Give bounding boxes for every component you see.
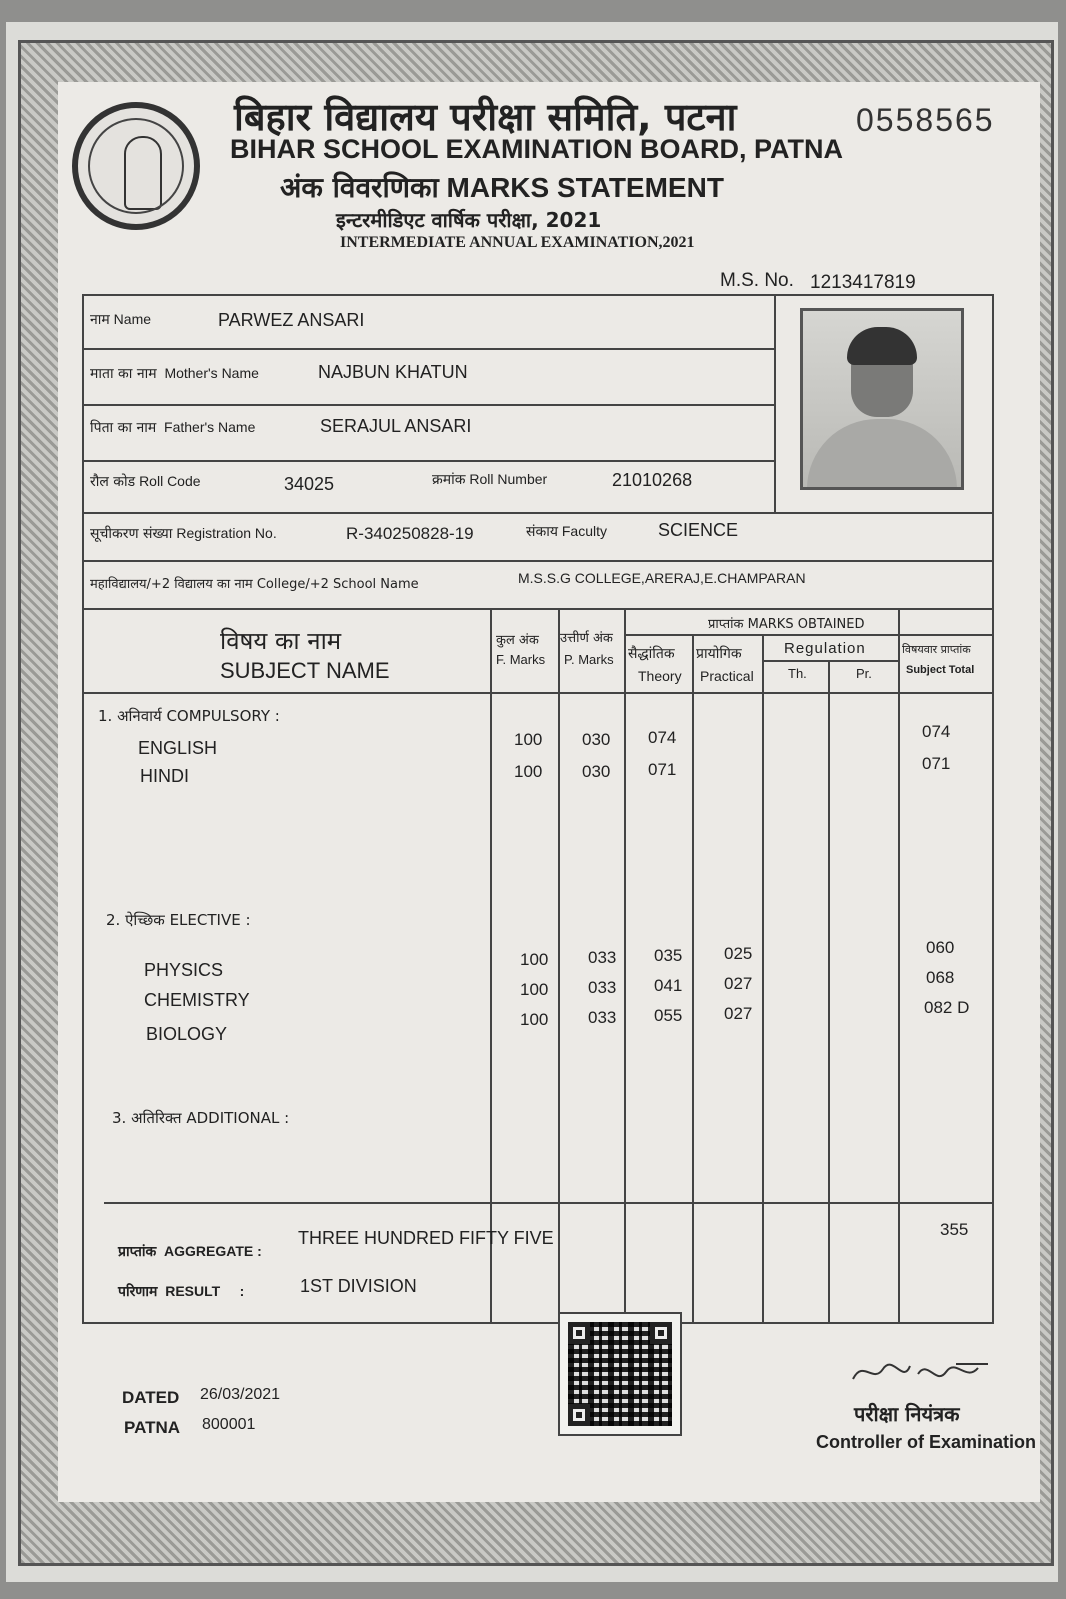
regulation-practical-header: Pr. bbox=[856, 666, 872, 681]
subject-name: PHYSICS bbox=[144, 960, 224, 980]
pin-code: 800001 bbox=[202, 1416, 256, 1433]
pass-marks: 030 bbox=[582, 762, 611, 781]
practical-marks: 025 bbox=[724, 944, 753, 963]
exam-title-english: INTERMEDIATE ANNUAL EXAMINATION,2021 bbox=[340, 234, 695, 251]
mother-label: माता का नाम Mother's Name bbox=[90, 365, 259, 382]
statement-title-english: MARKS STATEMENT bbox=[446, 172, 724, 203]
qr-code-frame bbox=[558, 1312, 682, 1436]
theory-header: Theory bbox=[638, 668, 682, 684]
regulation-header: Regulation bbox=[784, 640, 866, 657]
ms-label: M.S. No. bbox=[720, 270, 794, 291]
full-marks: 100 bbox=[514, 762, 543, 781]
board-name-english: BIHAR SCHOOL EXAMINATION BOARD, PATNA bbox=[230, 134, 843, 164]
dated-label: DATED bbox=[122, 1388, 180, 1407]
regulation-theory-header: Th. bbox=[788, 666, 807, 681]
compulsory-heading: 1. अनिवार्य COMPULSORY : bbox=[98, 707, 280, 725]
pass-marks-header-hindi: उत्तीर्ण अंक bbox=[560, 631, 613, 646]
subject-total-header-hindi: विषयवार प्राप्तांक bbox=[902, 643, 971, 656]
theory-marks: 035 bbox=[654, 946, 683, 965]
marks-statement bbox=[58, 82, 1040, 1502]
subject-header-hindi: विषय का नाम bbox=[220, 627, 342, 655]
subject-total: 060 bbox=[926, 938, 955, 957]
elective-heading: 2. ऐच्छिक ELECTIVE : bbox=[106, 911, 251, 929]
board-name-hindi: बिहार विद्यालय परीक्षा समिति, पटना bbox=[234, 95, 737, 139]
college-name: M.S.S.G COLLEGE,ARERAJ,E.CHAMPARAN bbox=[518, 570, 806, 586]
practical-marks: 027 bbox=[724, 1004, 753, 1023]
pass-marks: 033 bbox=[588, 1008, 617, 1027]
theory-header-hindi: सैद्धांतिक bbox=[628, 646, 675, 662]
marks-obtained-header: प्राप्तांक MARKS OBTAINED bbox=[708, 617, 865, 632]
board-emblem-icon bbox=[72, 102, 200, 230]
aggregate-label: प्राप्तांक AGGREGATE : bbox=[118, 1243, 262, 1260]
aggregate-words: THREE HUNDRED FIFTY FIVE bbox=[298, 1228, 554, 1248]
father-label: पिता का नाम Father's Name bbox=[90, 419, 256, 436]
faculty-label: संकाय Faculty bbox=[526, 523, 607, 540]
father-name: SERAJUL ANSARI bbox=[320, 416, 472, 436]
subject-total: 068 bbox=[926, 968, 955, 987]
mother-name: NAJBUN KHATUN bbox=[318, 362, 468, 382]
subject-name: ENGLISH bbox=[138, 738, 218, 758]
name-label: नाम Name bbox=[90, 311, 152, 328]
subject-name: CHEMISTRY bbox=[144, 990, 250, 1010]
theory-marks: 041 bbox=[654, 976, 683, 995]
additional-heading: 3. अतिरिक्त ADDITIONAL : bbox=[112, 1109, 290, 1127]
theory-marks: 071 bbox=[648, 760, 677, 779]
student-photo bbox=[800, 308, 964, 490]
practical-marks: 027 bbox=[724, 974, 753, 993]
pass-marks-header: P. Marks bbox=[564, 652, 614, 667]
aggregate-total: 355 bbox=[940, 1220, 969, 1239]
roll-code: 34025 bbox=[284, 474, 335, 494]
pass-marks: 033 bbox=[588, 978, 617, 997]
serial-number: 0558565 bbox=[856, 102, 995, 138]
subject-total-header: Subject Total bbox=[906, 664, 975, 676]
date: 26/03/2021 bbox=[200, 1386, 281, 1403]
full-marks: 100 bbox=[520, 1010, 549, 1029]
full-marks: 100 bbox=[520, 980, 549, 999]
practical-header: Practical bbox=[700, 668, 754, 684]
theory-marks: 055 bbox=[654, 1006, 683, 1025]
table-row bbox=[58, 754, 1040, 792]
controller-title: Controller of Examination bbox=[816, 1432, 1037, 1452]
pass-marks: 030 bbox=[582, 730, 611, 749]
statement-title-hindi: अंक विवरणिका bbox=[280, 171, 439, 204]
full-marks-header: F. Marks bbox=[496, 652, 546, 667]
controller-title-hindi: परीक्षा नियंत्रक bbox=[854, 1402, 960, 1426]
roll-number: 21010268 bbox=[612, 470, 693, 490]
place-label: PATNA bbox=[124, 1418, 181, 1437]
practical-header-hindi: प्रायोगिक bbox=[696, 646, 742, 662]
subject-header-english: SUBJECT NAME bbox=[220, 658, 390, 683]
full-marks: 100 bbox=[514, 730, 543, 749]
exam-title-hindi: इन्टरमीडिएट वार्षिक परीक्षा, 2021 bbox=[336, 208, 602, 232]
subject-total: 082 D bbox=[924, 998, 970, 1017]
subject-total: 074 bbox=[922, 722, 951, 741]
result-label: परिणाम RESULT : bbox=[118, 1283, 245, 1300]
student-name: PARWEZ ANSARI bbox=[218, 310, 365, 330]
pass-marks: 033 bbox=[588, 948, 617, 967]
ms-number: 1213417819 bbox=[810, 272, 916, 293]
subject-total: 071 bbox=[922, 754, 951, 773]
full-marks-header-hindi: कुल अंक bbox=[496, 633, 539, 648]
table-row bbox=[58, 938, 1040, 980]
roll-code-label: रौल कोड Roll Code bbox=[90, 473, 201, 490]
subject-name: BIOLOGY bbox=[146, 1024, 228, 1044]
registration-label: सूचीकरण संख्या Registration No. bbox=[90, 525, 277, 542]
college-label: महाविद्यालय/+2 विद्यालय का नाम College/+2 School Name bbox=[90, 577, 419, 592]
theory-marks: 074 bbox=[648, 728, 677, 747]
controller-signature bbox=[848, 1354, 998, 1394]
faculty: SCIENCE bbox=[658, 520, 739, 540]
subject-name: HINDI bbox=[140, 766, 189, 786]
result-value: 1ST DIVISION bbox=[300, 1276, 417, 1296]
full-marks: 100 bbox=[520, 950, 549, 969]
roll-number-label: क्रमांक Roll Number bbox=[432, 471, 548, 488]
registration-number: R-340250828-19 bbox=[346, 524, 474, 543]
table-row bbox=[58, 722, 1040, 760]
